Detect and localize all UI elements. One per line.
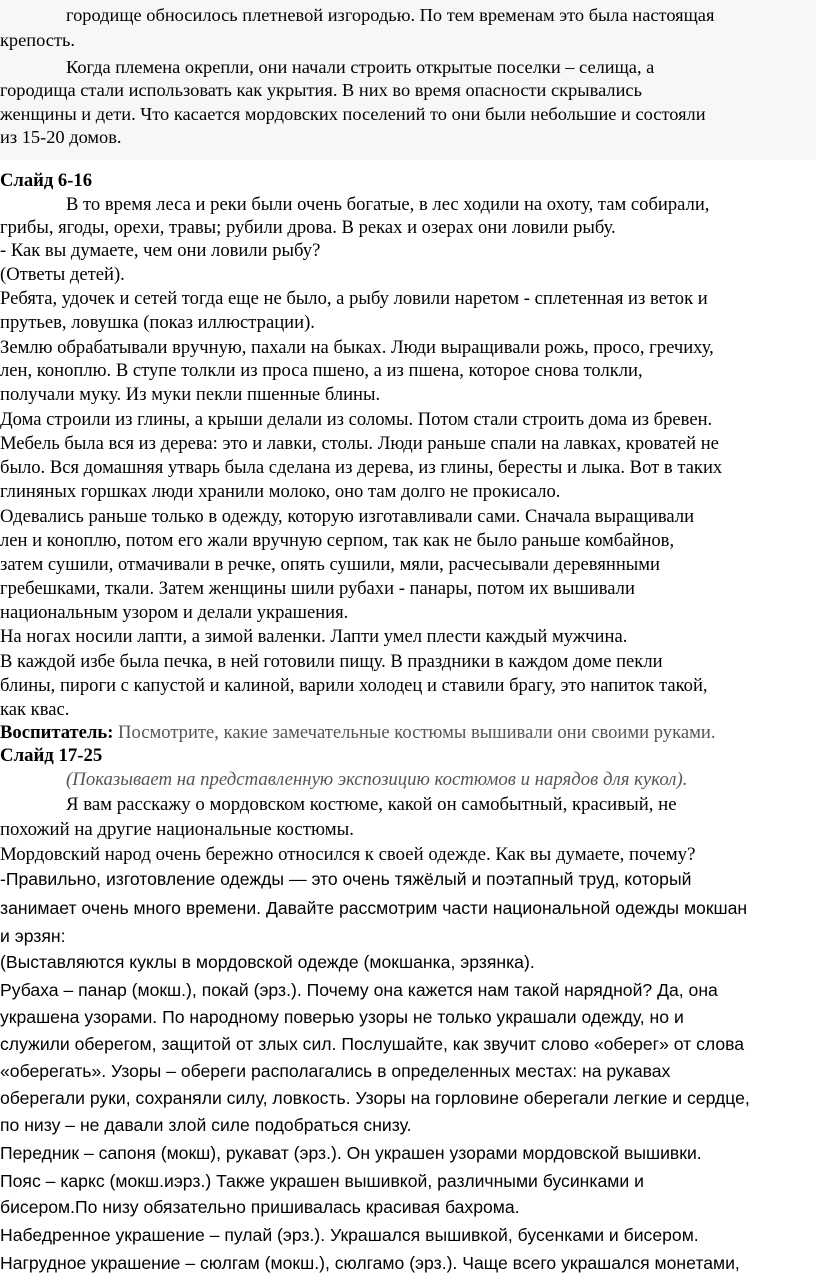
- paragraph-line: похожий на другие национальные костюмы.: [0, 819, 354, 840]
- paragraph-line: блины, пироги с капустой и калиной, варили холодец и ставили брагу, это напиток такой,: [0, 675, 708, 696]
- paragraph-line: бисером.По низу обязательно пришивалась красивая бахрома.: [0, 1197, 520, 1217]
- paragraph-line: по низу – не давали злой силе подобраться снизу.: [0, 1115, 412, 1135]
- paragraph-line: На ногах носили лапти, а зимой валенки. Лапти умел плести каждый мужчина.: [0, 626, 628, 647]
- paragraph-line: получали муку. Из муки пекли пшенные блины.: [0, 384, 381, 405]
- paragraph-line: глиняных горшках люди хранили молоко, оно там долго не прокисало.: [0, 481, 561, 502]
- educator-line: [0, 723, 715, 743]
- paragraph-line: Дома строили из глины, а крыши делали из соломы. Потом стали строить дома из бревен.: [0, 409, 713, 430]
- paragraph-line: занимает очень много времени. Давайте рассмотрим части национальной одежды мокшан: [0, 898, 748, 918]
- paragraph-line: городище обносилось плетневой изгородью. По тем временам это была настоящая: [66, 5, 715, 25]
- paragraph-line: Рубаха – панар (мокш.), покай (эрз.). Почему она кажется нам такой нарядной? Да, она: [0, 980, 718, 1000]
- paragraph-line: - Как вы думаете, чем они ловили рыбу?: [0, 240, 321, 261]
- paragraph-line: и эрзян:: [0, 926, 66, 946]
- paragraph-line: было. Вся домашняя утварь была сделана из дерева, из глины, бересты и лыка. Вот в таких: [0, 457, 723, 478]
- paragraph-line: затем сушили, отмачивали в речке, опять сушили, мяли, расчесывали деревянными: [0, 554, 660, 575]
- paragraph-line: национальным узором и делали украшения.: [0, 602, 349, 623]
- paragraph-line: женщины и дети. Что касается мордовских поселений то они были небольшие и состояли: [0, 104, 706, 124]
- paragraph-line: украшена узорами. По народному поверью узоры не только украшали одежду, но и: [0, 1007, 684, 1027]
- paragraph-line: Пояс – каркс (мокш.иэрз.) Также украшен вышивкой, различными бусинками и: [0, 1171, 644, 1191]
- paragraph-line: лен и коноплю, потом его жали вручную серпом, так как не было раньше комбайнов,: [0, 530, 675, 551]
- paragraph-line: В каждой избе была печка, в ней готовили пищу. В праздники в каждом доме пекли: [0, 651, 663, 672]
- paragraph-line: Нагрудное украшение – сюлгам (мокш.), сюлгамо (эрз.). Чаще всего украшался монетами,: [0, 1253, 740, 1273]
- paragraph-line: прутьев, ловушка (показ иллюстрации).: [0, 312, 315, 333]
- paragraph-line: оберегали руки, сохраняли силу, ловкость. Узоры на горловине оберегали легкие и сердце,: [0, 1088, 750, 1108]
- paragraph-line: Одевались раньше только в одежду, которую изготавливали сами. Сначала выращивали: [0, 506, 695, 527]
- paragraph-line: Мордовский народ очень бережно относился к своей одежде. Как вы думаете, почему?: [0, 844, 696, 865]
- italic-stage-note: (Показывает на представленную экспозицию костюмов и нарядов для кукол).: [66, 769, 688, 790]
- paragraph-line: Землю обрабатывали вручную, пахали на быках. Люди выращивали рожь, просо, гречиху,: [0, 337, 714, 358]
- paragraph-line: Ребята, удочек и сетей тогда еще не было, а рыбу ловили наретом - сплетенная из веток и: [0, 288, 708, 309]
- paragraph-line: -Правильно, изготовление одежды — это очень тяжёлый и поэтапный труд, который: [0, 869, 692, 889]
- paragraph-line: Набедренное украшение – пулай (эрз.). Украшался вышивкой, бусенками и бисером.: [0, 1225, 699, 1245]
- paragraph-line: гребешками, ткали. Затем женщины шили рубахи - панары, потом их вышивали: [0, 578, 635, 599]
- paragraph-line: В то время леса и реки были очень богатые, в лес ходили на охоту, там собирали,: [66, 194, 710, 215]
- paragraph-line: Мебель была вся из дерева: это и лавки, столы. Люди раньше спали на лавках, кроватей не: [0, 433, 719, 454]
- paragraph-line: Когда племена окрепли, они начали строить открытые поселки – селища, а: [66, 57, 655, 77]
- section-heading-slide-6-16: Слайд 6-16: [0, 170, 93, 191]
- paragraph-line: как квас.: [0, 699, 70, 720]
- paragraph-line: из 15-20 домов.: [0, 127, 122, 147]
- paragraph-line: городища стали использовать как укрытия. В них во время опасности скрывались: [0, 80, 642, 100]
- educator-label: Воспитатель:: [0, 722, 114, 743]
- paragraph-line: крепость.: [0, 30, 75, 50]
- paragraph-line: (Выставляются куклы в мордовской одежде (мокшанка, эрзянка).: [0, 952, 535, 972]
- paragraph-line: «оберегать». Узоры – обереги располагались в определенных местах: на рукавах: [0, 1061, 671, 1081]
- educator-text: Посмотрите, какие замечательные костюмы вышивали они своими руками.: [113, 722, 716, 743]
- paragraph-line: лен, коноплю. В ступе толкли из проса пшено, а из пшена, которое снова толкли,: [0, 360, 643, 381]
- paragraph-line: (Ответы детей).: [0, 264, 125, 285]
- paragraph-line: грибы, ягоды, орехи, травы; рубили дрова. В реках и озерах они ловили рыбу.: [0, 217, 616, 238]
- paragraph-line: Передник – сапоня (мокш), рукават (эрз.). Он украшен узорами мордовской вышивки.: [0, 1143, 702, 1163]
- paragraph-line: Я вам расскажу о мордовском костюме, какой он самобытный, красивый, не: [66, 794, 677, 815]
- section-heading-slide-17-25: Слайд 17-25: [0, 745, 103, 766]
- paragraph-line: служили оберегом, защитой от злых сил. Послушайте, как звучит слово «оберег» от слова: [0, 1034, 745, 1054]
